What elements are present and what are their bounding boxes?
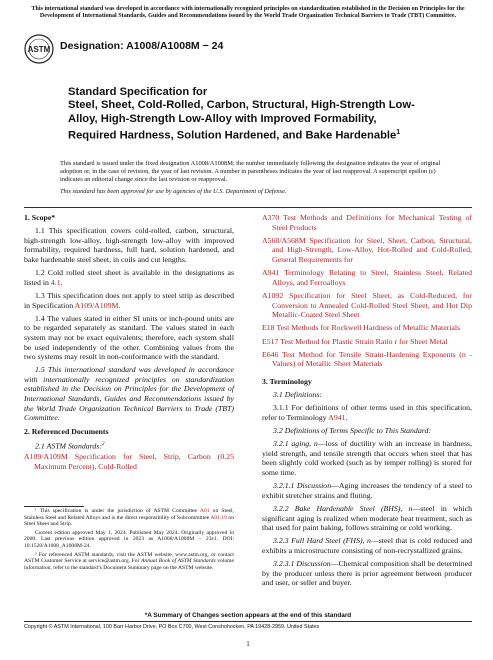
footnote-2-end: volume information, refer to the standard’s Document Summary page on the ASTM website. bbox=[24, 558, 234, 571]
dod-approval-note: This standard has been approved for use by agencies of the U.S. Department of Defense. bbox=[60, 188, 287, 195]
left-column bbox=[24, 213, 234, 475]
ref-item-5 bbox=[262, 323, 472, 333]
ref-item-4 bbox=[262, 291, 472, 320]
definitions-subheading: 3.1 Definitions: bbox=[273, 390, 322, 400]
para-3-2-3-1 bbox=[262, 559, 472, 588]
designation: Designation: A1008/A1008M − 24 bbox=[60, 40, 224, 52]
ref-item-2 bbox=[262, 236, 472, 265]
para-1-5: 1.5 This international standard was developed in accordance with internationally recognized principles on standardization established in the Decision on Principles for the Development of International Standards, Guides and Recommendations issued by the World Trade Organization Technical Barriers to Trade (TBT) Committee. bbox=[24, 365, 234, 423]
term-bhs: 3.2.2 Bake Hardenable Steel (BHS), n bbox=[273, 503, 413, 513]
footnotes bbox=[24, 508, 234, 571]
header-divider bbox=[24, 207, 472, 208]
ref-code-5[interactable]: E18 bbox=[262, 323, 275, 333]
footer-divider bbox=[24, 621, 472, 622]
para-1-2-end: . bbox=[60, 277, 63, 287]
footnote-2-book: Annual Book of ASTM Standards bbox=[141, 558, 216, 565]
ref-text-3[interactable]: Terminology Relating to Steel, Stainless Steel, Related Alloys, and Ferroalloys bbox=[272, 268, 472, 287]
para-1-4: 1.4 The values stated in either SI units or inch-pound units are to be regarded separately as standard. The values stated in each system may not be exact equivalents; therefore, each system shall be used independently of the other. Combining values from the two systems may result in non-conformance with the standard. bbox=[24, 313, 234, 362]
ref-item-1 bbox=[262, 213, 472, 232]
ref-code-7[interactable]: E646 bbox=[262, 349, 279, 359]
def-aging: —loss of ductility with an increase in hardness, yield strength, and tensile strength that occurs when steel that has been slightly cold worked (such as by temper rolling) is stored for some time. bbox=[262, 439, 472, 477]
ref-code-4[interactable]: A1092 bbox=[262, 290, 284, 300]
section-1-heading: 1. Scope* bbox=[24, 213, 56, 222]
ref-item-0 bbox=[24, 452, 234, 471]
ref-text-0[interactable]: Specification for Steel, Strip, Carbon (0.25 Maximum Percent), Cold-Rolled bbox=[34, 452, 234, 471]
para-3-1-1-end: . bbox=[345, 412, 348, 422]
def-fhs: —steel that is cold reduced and exhibits a microstructure consisting of non-recrystallized grains. bbox=[262, 536, 472, 555]
title-line-2: Steel, Sheet, Cold-Rolled, Carbon, Structural, High-Strength Low-Alloy, High-Strength Low-Alloy with Improved Formability, Required Hardness, Solution Hardened, and Bake Hardenable bbox=[68, 99, 415, 142]
astm-standards-footnote-mark: 2 bbox=[101, 442, 105, 448]
ref-code-1[interactable]: A370 bbox=[262, 213, 280, 222]
astm-standards-label: 2.1 ASTM Standards: bbox=[35, 441, 102, 451]
def-bhs: —steel in which significant aging is realized when moderate heat treatment, such as that used for paint baking, follows straining or cold working. bbox=[262, 503, 472, 533]
ref-text-4[interactable]: Specification for Steel Sheet, as Cold-Reduced, for Conversion to Annealed Cold-Rolled Steel Sheet, and Hot Dip Metallic-Coated Steel Sheet bbox=[272, 290, 472, 320]
para-1-3-text: 1.3 This specification does not apply to steel strip as described in Specification bbox=[24, 290, 234, 310]
para-3-2-3 bbox=[262, 536, 472, 555]
ref-text-2[interactable]: Specification for Steel, Sheet, Carbon, Structural, and High-Strength, Low-Alloy, Hot-Rolled and Cold-Rolled, General Requirements for bbox=[272, 235, 472, 264]
footnote-2-text: ² For referenced ASTM standards, visit the ASTM website, www.astm.org, or contact ASTM Customer Service at service@astm.org. For bbox=[24, 551, 234, 565]
para-3-2-1-1 bbox=[262, 481, 472, 500]
committee-link[interactable]: A01 bbox=[199, 508, 210, 514]
footnote-2 bbox=[24, 552, 234, 572]
link-a109[interactable]: A109/A109M bbox=[74, 300, 119, 310]
footnote-1-end: on Steel Sheet and Strip. bbox=[24, 514, 234, 528]
section-2-heading: 2. Referenced Documents bbox=[24, 426, 109, 436]
ref-text-7[interactable]: Test Method for Tensile Strain-Hardening Exponents (n -Values) of Metallic Sheet Materials bbox=[272, 349, 472, 369]
ref-code-3[interactable]: A941 bbox=[262, 268, 280, 278]
section-3-heading: 3. Terminology bbox=[262, 376, 312, 386]
document-title bbox=[68, 86, 428, 143]
link-a941[interactable]: A941 bbox=[328, 412, 346, 422]
term-fhs: 3.2.3 Full Hard Steel (FHS), n bbox=[273, 536, 371, 546]
ref-text-6[interactable]: Test Method for Plastic Strain Ratio r for Sheet Metal bbox=[278, 336, 448, 346]
astm-logo-icon bbox=[24, 34, 54, 64]
footnote-divider bbox=[24, 506, 84, 507]
footnote-edition: Current edition approved May 1, 2024. Published May 2024. Originally approved in 2000. Last previous edition approved in 2023 as A1008/A1008M – 23ε1. DOI: 10.1520/A1008_A1008M-24. bbox=[24, 529, 234, 549]
ref-code-2[interactable]: A568/A568M bbox=[262, 235, 306, 245]
para-3-2-2 bbox=[262, 504, 472, 533]
footnote-1-text: ¹ This specification is under the jurisdiction of ASTM Committee bbox=[35, 508, 200, 514]
page-number: 1 bbox=[246, 640, 250, 648]
summary-of-changes-note: *A Summary of Changes section appears at the end of this standard bbox=[144, 612, 352, 619]
discussion-text-1: —Aging increases the tendency of a steel to exhibit stretcher strains and fluting. bbox=[262, 481, 472, 500]
discussion-label-1: 3.2.1.1 Discussion bbox=[273, 481, 332, 491]
right-column bbox=[262, 213, 472, 592]
standard-issue-note: This standard is issued under the fixed designation A1008/A1008M; the number immediately following the designation indicates the year of original adoption or, in the case of revision, the year of last revision. A number in parentheses indicates the year of last reapproval. A superscript epsilon (ε) indicates an editorial change since the last revision or reapproval. bbox=[60, 160, 441, 183]
ref-text-5[interactable]: Test Methods for Rockwell Hardness of Metallic Materials bbox=[274, 323, 461, 333]
svg-text:ASTM: ASTM bbox=[27, 45, 51, 54]
para-1-1: 1.1 This specification covers cold-rolled, carbon, structural, high-strength low-alloy, high-strength low-alloy with improved formability, required hardness, full hard, solution hardened, and bake hardenable steel sheet, in coils and cut lengths. bbox=[24, 226, 234, 264]
title-line-1: Standard Specification for bbox=[68, 86, 208, 98]
title-footnote-mark: 1 bbox=[396, 129, 401, 137]
copyright-line: Copyright © ASTM International, 100 Barr Harbor Drive, PO Box C700, West Conshohocken, PA 19428-2959. United States bbox=[24, 624, 320, 630]
footnote-1-mid: on Steel, Stainless Steel and Related Alloys and is the direct responsibility of Subcommittee bbox=[24, 508, 234, 521]
wto-banner: This international standard was developed in accordance with internationally recognized principles on standardization established in the Decision on Principles for the Development of International Standards, Guides and Recommendations issued by the World Trade Organization Technical Barriers to Trade (TBT) Committee. bbox=[31, 6, 465, 20]
subcommittee-link[interactable]: A01.19 bbox=[210, 514, 227, 521]
para-3-1-1-text: 3.1.1 For definitions of other terms used in this specification, refer to Terminology bbox=[262, 403, 472, 422]
para-1-3-end: . bbox=[118, 300, 121, 310]
para-1-3 bbox=[24, 291, 234, 310]
ref-item-6 bbox=[262, 337, 472, 347]
footnote-1 bbox=[24, 508, 234, 528]
para-3-1-1 bbox=[262, 403, 472, 422]
para-3-2-1 bbox=[262, 439, 472, 477]
discussion-text-2: —Chemical composition shall be determined by the producer unless there is prior agreement between producer and user, or seller and buyer. bbox=[262, 559, 472, 588]
term-aging: 3.2.1 aging, n bbox=[273, 439, 318, 449]
specific-definitions-subheading: 3.2 Definitions of Terms Specific to This Standard: bbox=[273, 426, 431, 436]
ref-code-6[interactable]: E517 bbox=[262, 336, 279, 346]
discussion-label-2: 3.2.3.1 Discussion bbox=[273, 559, 331, 569]
para-1-2-text: 1.2 Cold rolled steel sheet is available in the designations as listed in bbox=[24, 268, 234, 287]
ref-item-7 bbox=[262, 350, 472, 369]
ref-text-1[interactable]: Test Methods and Definitions for Mechanical Testing of Steel Products bbox=[272, 213, 472, 232]
ref-item-3 bbox=[262, 268, 472, 287]
astm-standards-subheading bbox=[24, 440, 234, 451]
para-1-2 bbox=[24, 268, 234, 287]
ref-code-0[interactable]: A109/A109M bbox=[24, 452, 68, 462]
link-4-1[interactable]: 4.1 bbox=[50, 277, 61, 287]
